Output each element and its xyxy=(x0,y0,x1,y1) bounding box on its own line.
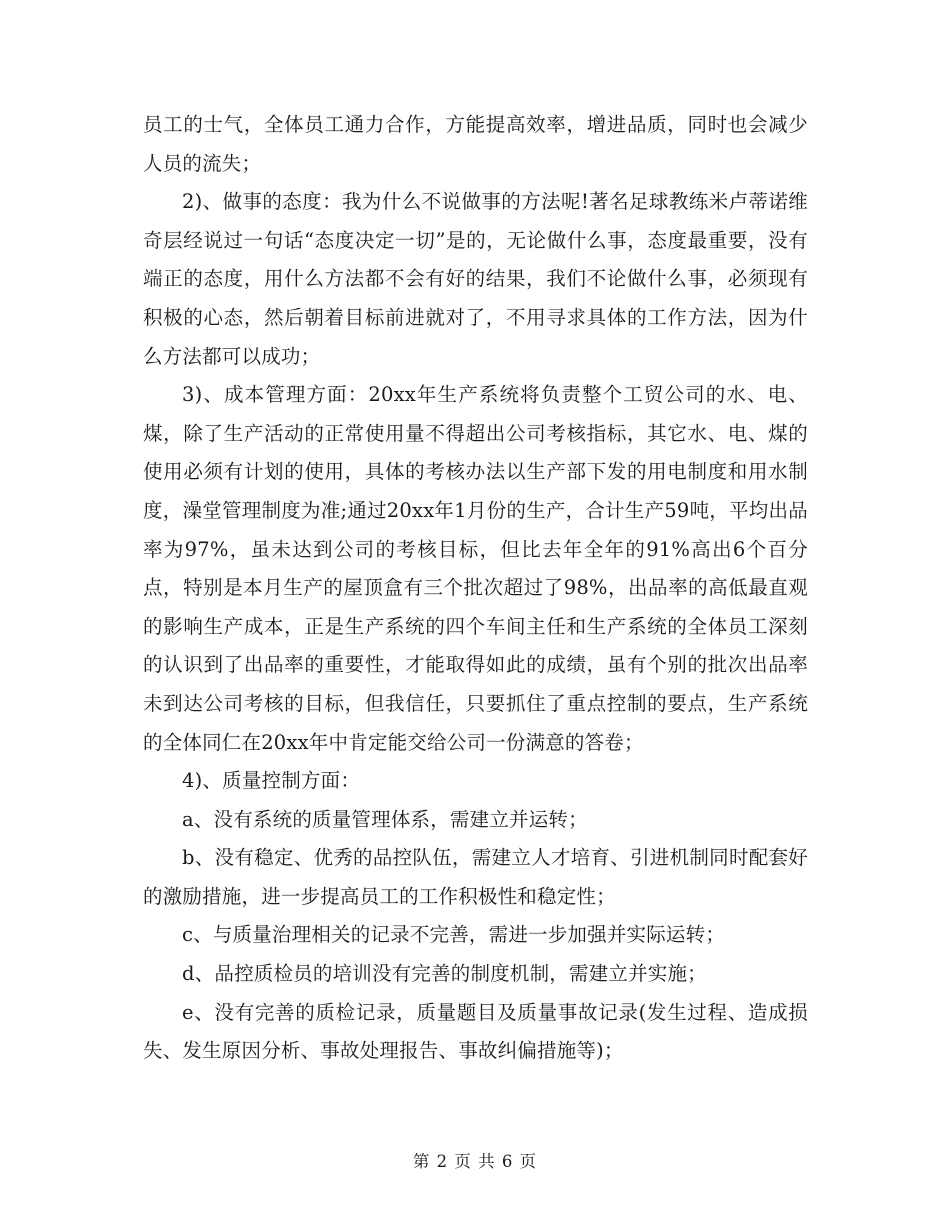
page-number-footer: 第 2 页 共 6 页 xyxy=(412,1152,538,1171)
paragraph-7: c、与质量治理相关的记录不完善，需进一步加强并实际运转； xyxy=(182,923,726,947)
paragraph-3: 3)、成本管理方面：20xx年生产系统将负责整个工贸公司的水、电、煤，除了生产活动的正常使用量不得超出公司考核指标，其它水、电、煤的使用必须有计划的使用，具体的考核办法以生产部下发的用电制度和用水制度，澡堂管理制度为准;通过20xx年1月份的生产，合计生产59吨，平均出品率为97%，虽未达到公司的考核目标，但比去年全年的91%高出6个百分点，特别是本月生产的屋顶盒有三个批次超过了98%，出品率的高低最直观的影响生产成本，正是生产系统的四个车间主任和生产系统的全体员工深刻的认识到了出品率的重要性，才能取得如此的成绩，虽有个别的批次出品率未到达公司考核的目标，但我信任，只要抓住了重点控制的要点，生产系统的全体同仁在20xx年中肯定能交给公司一份满意的答卷； xyxy=(143,383,808,754)
paragraph-8: d、品控质检员的培训没有完善的制度机制，需建立并实施； xyxy=(182,962,707,986)
paragraph-1: 员工的士气，全体员工通力合作，方能提高效率，增进品质，同时也会减少人员的流失； xyxy=(143,113,808,175)
paragraph-2: 2)、做事的态度：我为什么不说做事的方法呢!著名足球教练米卢蒂诺维奇层经说过一句话“态度决定一切”是的，无论做什么事，态度最重要，没有端正的态度，用什么方法都不会有好的结果，我们不论做什么事，必须现有积极的心态，然后朝着目标前进就对了，不用寻求具体的工作方法，因为什么方法都可以成功； xyxy=(143,190,808,368)
paragraph-4: 4)、质量控制方面： xyxy=(182,769,361,793)
document-body xyxy=(143,106,808,1071)
paragraph-9: e、没有完善的质检记录，质量题目及质量事故记录(发生过程、造成损失、发生原因分析、事故处理报告、事故纠偏措施等)； xyxy=(143,1000,808,1063)
paragraph-6: b、没有稳定、优秀的品控队伍，需建立人才培育、引进机制同时配套好的激励措施，进一步提高员工的工作积极性和稳定性； xyxy=(143,846,808,908)
paragraph-5: a、没有系统的质量管理体系，需建立并运转； xyxy=(182,807,588,831)
